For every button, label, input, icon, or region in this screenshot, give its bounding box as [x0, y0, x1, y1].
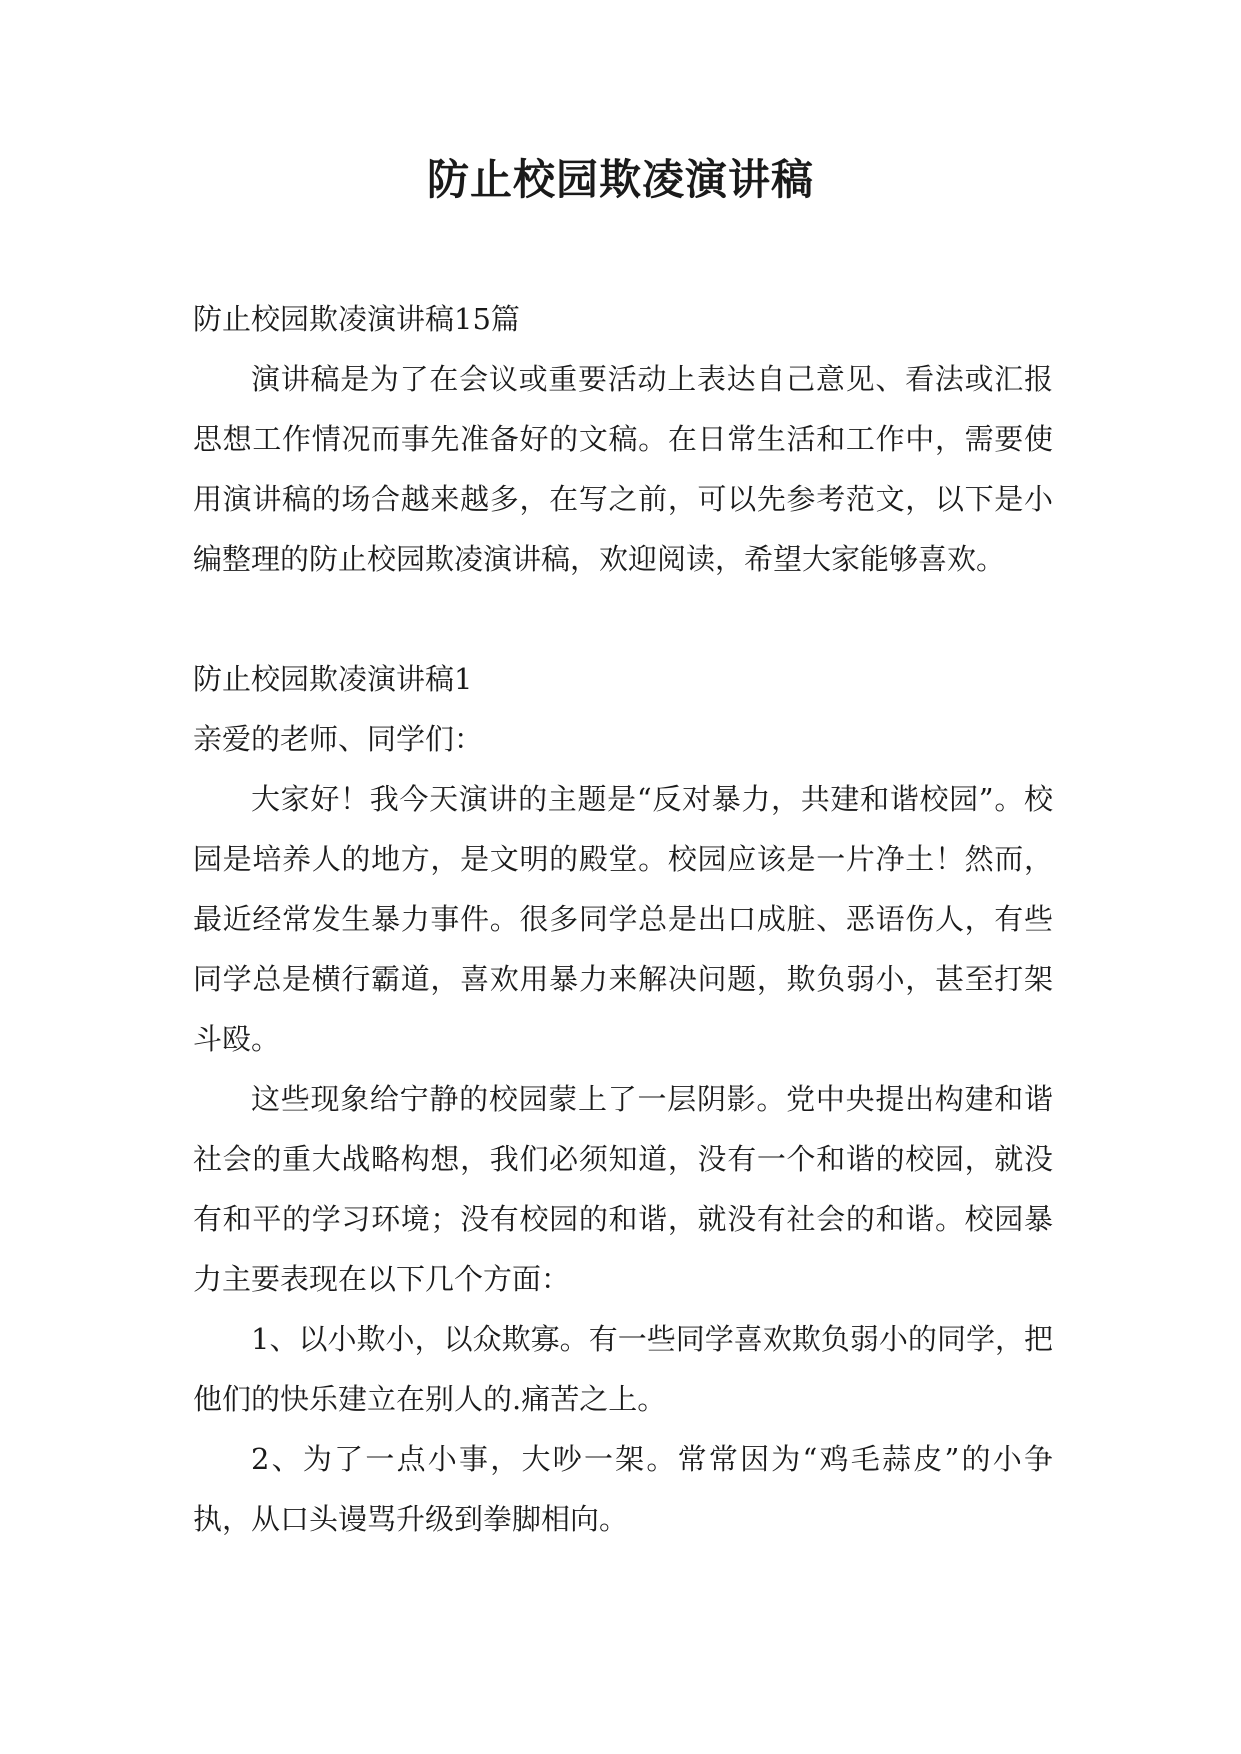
greeting-line: 亲爱的老师、同学们：	[193, 722, 484, 756]
section-spacer	[193, 589, 1053, 649]
document-body	[193, 289, 1053, 1549]
intro-paragraph: 演讲稿是为了在会议或重要活动上表达自己意见、看法或汇报思想工作情况而事先准备好的文稿。在日常生活和工作中，需要使用演讲稿的场合越来越多，在写之前，可以先参考范文，以下是小编整理的防止校园欺凌演讲稿，欢迎阅读，希望大家能够喜欢。	[193, 362, 1053, 576]
document-title: 防止校园欺凌演讲稿	[426, 155, 814, 204]
body-paragraph: 2、为了一点小事，大吵一架。常常因为“鸡毛蒜皮”的小争执，从口头谩骂升级到拳脚相向。	[193, 1442, 1053, 1536]
body-paragraph: 1、以小欺小，以众欺寡。有一些同学喜欢欺负弱小的同学，把他们的快乐建立在别人的.痛苦之上。	[193, 1322, 1053, 1416]
body-paragraph: 大家好！我今天演讲的主题是“反对暴力，共建和谐校园”。校园是培养人的地方，是文明的殿堂。校园应该是一片净土！然而，最近经常发生暴力事件。很多同学总是出口成脏、恶语伤人，有些同学总是横行霸道，喜欢用暴力来解决问题，欺负弱小，甚至打架斗殴。	[193, 782, 1053, 1056]
document-subtitle: 防止校园欺凌演讲稿15篇	[193, 302, 520, 336]
body-paragraph: 这些现象给宁静的校园蒙上了一层阴影。党中央提出构建和谐社会的重大战略构想，我们必须知道，没有一个和谐的校园，就没有和平的学习环境；没有校园的和谐，就没有社会的和谐。校园暴力主要表现在以下几个方面：	[193, 1082, 1053, 1296]
section-heading: 防止校园欺凌演讲稿1	[193, 662, 473, 696]
